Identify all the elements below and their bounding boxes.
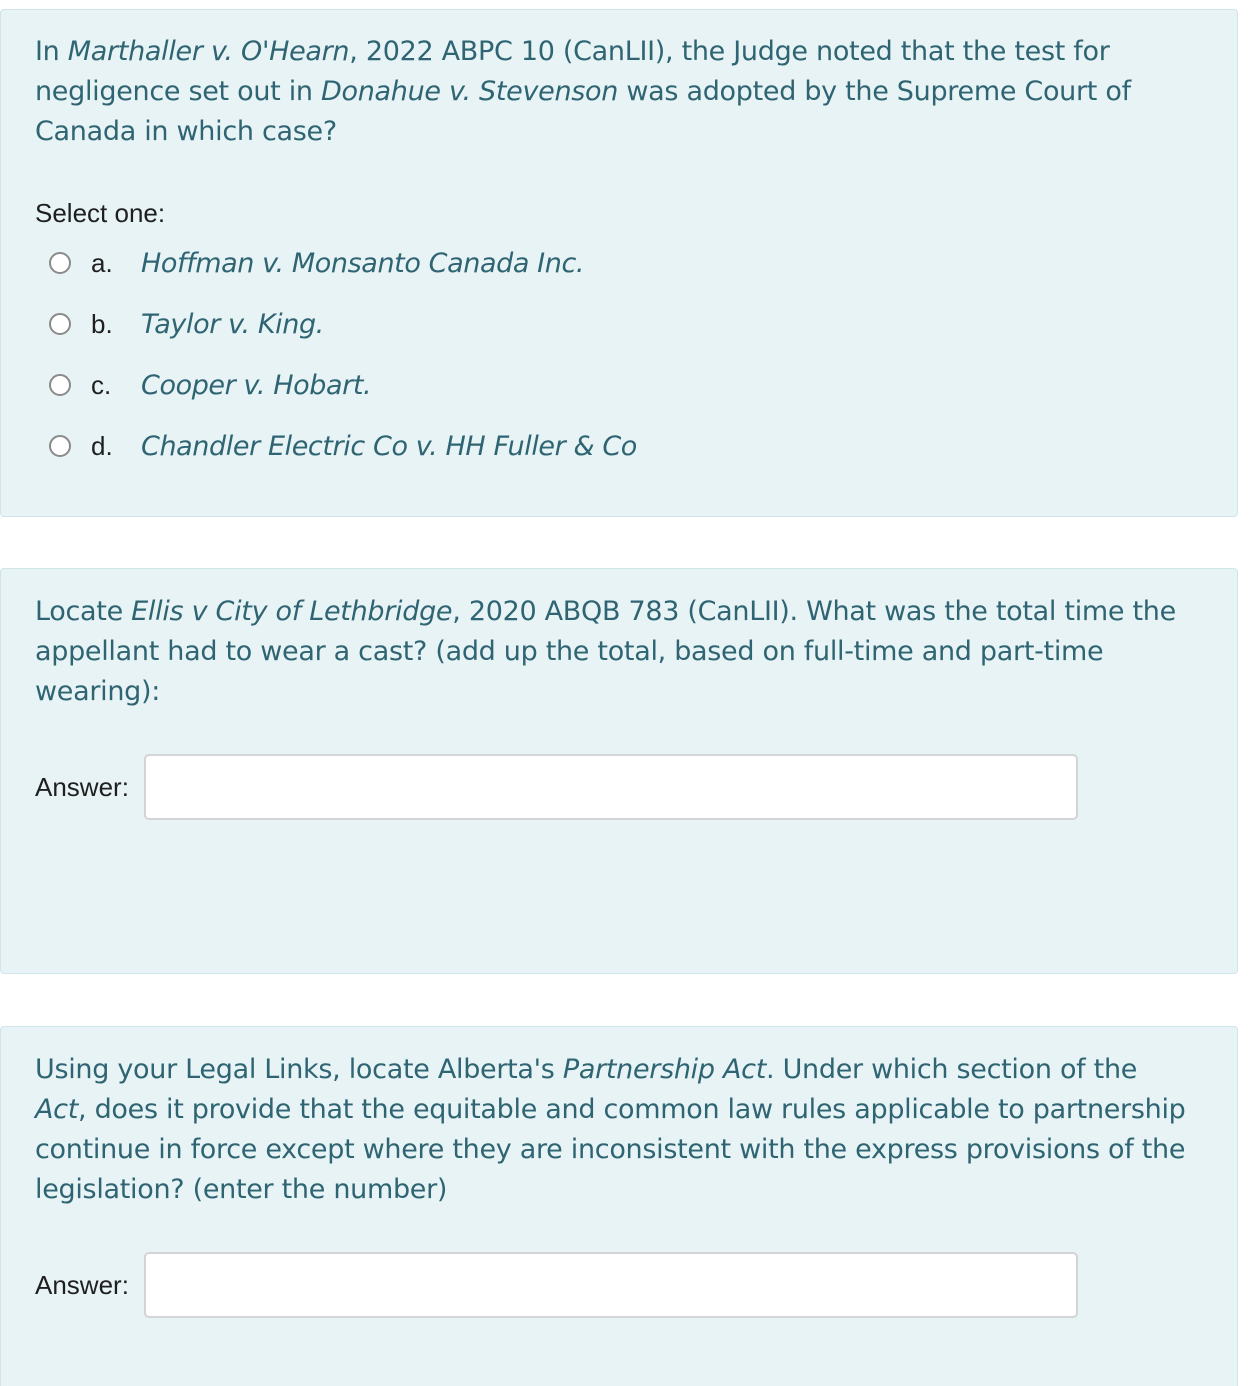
question-3-text-part: . Under which section of the [766,1054,1138,1085]
answer-label: Answer: [35,1270,129,1300]
answer-input-question-3[interactable] [144,1252,1078,1318]
question-1-text-part: was adopted by the Supreme Court of Canada in which case? [35,76,1131,147]
question-1-case-name: Donahue v. Stevenson [321,76,619,107]
option-a-text[interactable]: Hoffman v. Monsanto Canada Inc. [141,247,585,279]
question-3-text [35,1050,1187,1210]
question-1-card [0,9,1238,517]
option-b[interactable] [49,304,324,344]
answer-label: Answer: [35,772,129,802]
question-2-card [0,568,1238,974]
option-d[interactable] [49,426,637,466]
select-one-label: Select one: [35,198,166,228]
option-c-text[interactable]: Cooper v. Hobart. [141,369,372,401]
option-a-letter: a. [91,247,113,278]
question-2-text-part: Locate [35,596,132,627]
question-1-text-part: In [35,36,68,67]
question-1-text-part: , 2022 ABPC 10 (CanLII), the Judge noted that the test for negligence set out in [35,36,1110,107]
question-1-text [35,32,1187,152]
question-3-text-part: , does it provide that the equitable and common law rules applicable to partnership continue in force except where they are inconsistent with the express provisions of the legislation? (enter the number) [35,1094,1186,1205]
question-3-act-name: Act [35,1094,79,1125]
option-c[interactable] [49,365,372,405]
option-b-letter: b. [91,308,113,339]
question-1-case-name: Marthaller v. O'Hearn [67,36,350,67]
option-d-letter: d. [91,430,113,461]
question-2-text-part: , 2020 ABQB 783 (CanLII). What was the total time the appellant had to wear a cast? (add up the total, based on full-time and part-time wearing): [35,596,1176,707]
radio-button-d[interactable] [49,435,71,457]
question-3-text-part: Using your Legal Links, locate Alberta's [35,1054,563,1085]
question-3-card [0,1026,1238,1386]
question-3-act-name: Partnership Act [562,1054,767,1085]
option-c-letter: c. [91,369,112,400]
option-a[interactable] [49,243,585,283]
question-2-case-name: Ellis v City of Lethbridge [131,596,453,627]
option-d-text[interactable]: Chandler Electric Co v. HH Fuller & Co [141,430,637,462]
radio-button-c[interactable] [49,374,71,396]
radio-button-a[interactable] [49,252,71,274]
answer-input-question-2[interactable] [144,754,1078,820]
radio-button-b[interactable] [49,313,71,335]
option-b-text[interactable]: Taylor v. King. [141,308,324,340]
question-2-text [35,592,1187,712]
